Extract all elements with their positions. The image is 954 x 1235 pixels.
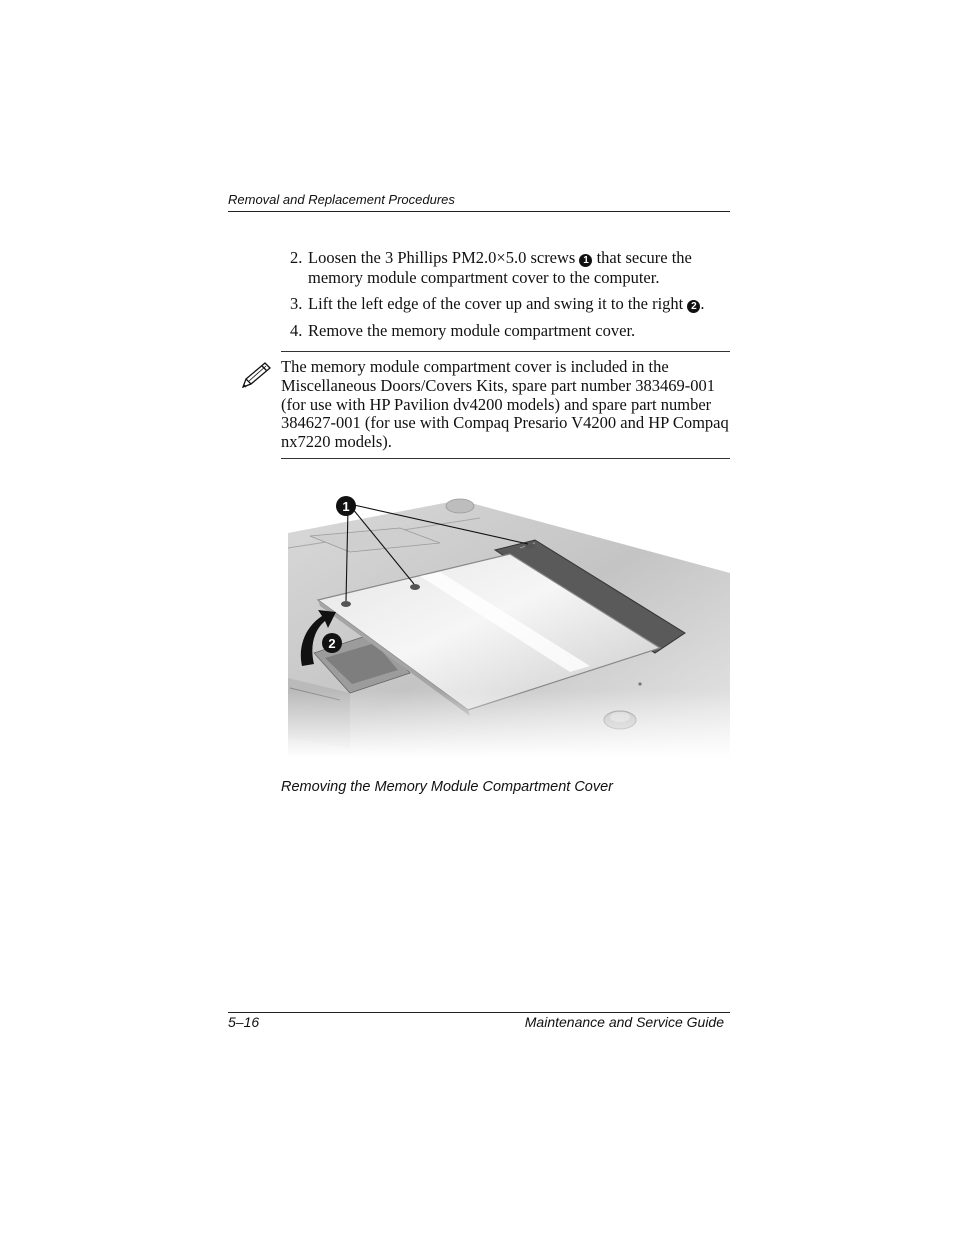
- pencil-note-icon: [240, 360, 274, 390]
- note-rule-bottom: [281, 458, 730, 459]
- note-text: The memory module compartment cover is included in the Miscellaneous Doors/Covers Kits, spare part number 383469-001 (for use with HP Pavilion dv4200 models) and spare part number 384627-001 (for use with Compaq Presario V4200 and HP Compaq nx7220 models).: [281, 357, 729, 452]
- step-text: that secure the memory module compartment cover to the computer.: [308, 248, 692, 287]
- callout-1-label: 1: [342, 499, 350, 514]
- step-item: [290, 321, 730, 341]
- page-number: 5–16: [228, 1014, 260, 1030]
- footer-rule: [228, 1012, 730, 1013]
- step-number: 2.: [290, 248, 303, 267]
- step-text: Lift the left edge of the cover up and swing it to the right: [308, 294, 688, 313]
- running-header: Removal and Replacement Procedures: [228, 192, 455, 207]
- note-rule-top: [281, 351, 730, 352]
- guide-title: Maintenance and Service Guide: [524, 1014, 724, 1030]
- callout-2-label: 2: [328, 636, 336, 651]
- step-text: Remove the memory module compartment cover.: [308, 320, 636, 340]
- illustration: [280, 488, 732, 758]
- step-item: [290, 294, 730, 314]
- callout-marker: 2: [687, 300, 700, 313]
- step-item: [290, 248, 730, 287]
- figure-memory-cover-removal: [280, 488, 732, 758]
- header-rule: [228, 211, 730, 212]
- step-text: Loosen the 3 Phillips PM2.0×5.0 screws: [308, 248, 580, 267]
- figure-caption: Removing the Memory Module Compartment Cover: [281, 779, 614, 795]
- callout-marker: 1: [579, 254, 592, 267]
- step-number: 4.: [290, 320, 303, 340]
- step-number: 3.: [290, 294, 303, 313]
- procedure-steps: [290, 248, 730, 347]
- step-text: .: [700, 294, 705, 313]
